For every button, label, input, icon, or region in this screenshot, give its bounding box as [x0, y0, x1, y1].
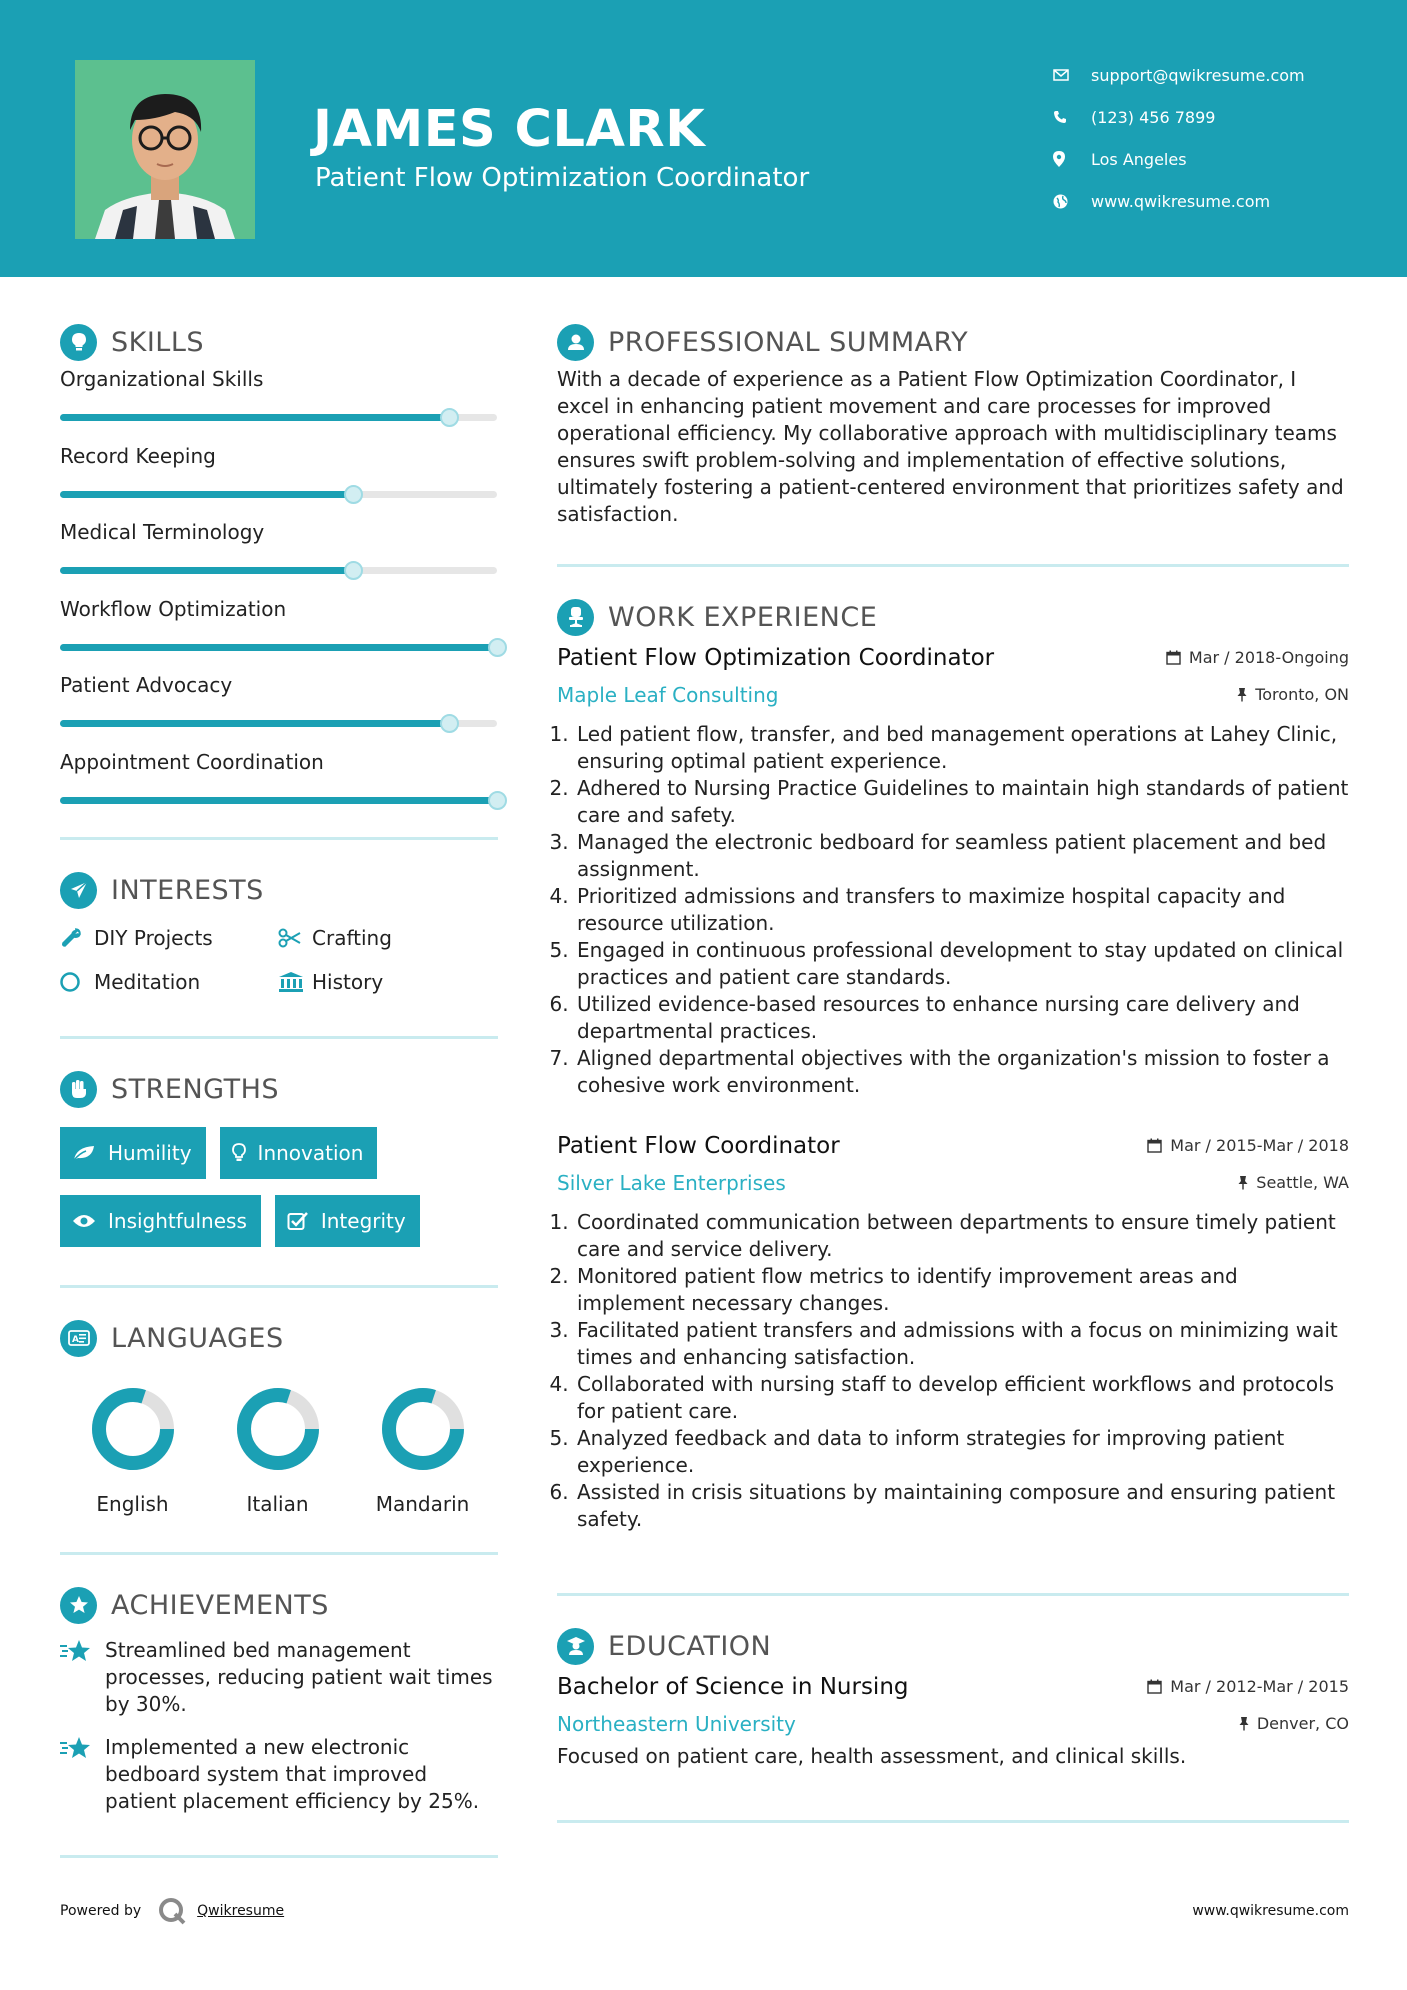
contact-info	[1053, 54, 1305, 222]
skill-label: Patient Advocacy	[60, 673, 233, 697]
duty-item: 4. Prioritized admissions and transfers to maximize hospital capacity and resource utilization.	[575, 883, 1349, 937]
languages-section	[60, 1318, 498, 1516]
skill-bar-fill	[60, 644, 497, 651]
languages-list	[60, 1384, 498, 1516]
job-location	[1238, 1173, 1349, 1192]
duty-item: 2. Monitored patient flow metrics to identify improvement areas and implement necessary changes.	[575, 1263, 1349, 1317]
language-donut	[378, 1384, 468, 1474]
skill-bar-fill	[60, 720, 449, 727]
footer	[60, 1896, 1349, 1926]
skill-item	[60, 670, 498, 747]
language-item	[60, 1384, 205, 1516]
education-head	[557, 1674, 1349, 1700]
pushpin-icon	[1237, 687, 1247, 702]
svg-text:A: A	[71, 1335, 79, 1345]
job-entry	[557, 1133, 1349, 1533]
right-column	[557, 322, 1349, 1823]
duty-item: 6. Assisted in crisis situations by maintaining composure and ensuring patient safety.	[575, 1479, 1349, 1533]
contact-location	[1053, 138, 1305, 180]
wrench-icon	[60, 927, 94, 949]
skill-bar-fill	[60, 491, 353, 498]
interest-item	[60, 968, 278, 996]
duties-list	[557, 721, 1349, 1099]
job-subhead	[557, 683, 1349, 707]
strength-label: Insightfulness	[108, 1209, 247, 1233]
skill-item	[60, 364, 498, 441]
calendar-icon	[1147, 1679, 1162, 1694]
language-item	[205, 1384, 350, 1516]
skill-bar-fill	[60, 567, 353, 574]
star-badge-icon	[60, 1587, 97, 1624]
museum-icon	[278, 971, 312, 993]
paper-plane-icon	[60, 872, 97, 909]
language-label: Italian	[246, 1492, 309, 1516]
experience-section	[557, 597, 1349, 1533]
powered-by-text: Powered by	[60, 1903, 142, 1919]
skills-section	[60, 322, 498, 823]
strengths-header	[60, 1069, 498, 1109]
skill-label: Organizational Skills	[60, 367, 264, 391]
candidate-name: JAMES CLARK	[313, 100, 706, 159]
strengths-list	[60, 1127, 498, 1247]
section-divider	[557, 564, 1349, 567]
footer-website[interactable]: www.qwikresume.com	[1192, 1903, 1349, 1919]
eye-icon	[72, 1213, 96, 1229]
duties-list	[557, 1209, 1349, 1533]
skills-title: SKILLS	[111, 326, 205, 358]
contact-website[interactable]	[1053, 180, 1305, 222]
user-icon	[557, 324, 594, 361]
section-divider	[60, 1855, 498, 1858]
skill-bar-knob	[440, 714, 459, 733]
skill-label: Workflow Optimization	[60, 596, 287, 621]
skills-header	[60, 322, 498, 362]
website-text: www.qwikresume.com	[1091, 191, 1271, 211]
interest-label: History	[312, 970, 384, 994]
duty-item: 1. Led patient flow, transfer, and bed management operations at Lahey Clinic, ensuring optimal patient experience.	[575, 721, 1349, 775]
languages-header	[60, 1318, 498, 1358]
job-location	[1237, 685, 1349, 704]
skill-bar-track	[60, 797, 497, 804]
interest-item	[278, 968, 496, 996]
skills-list	[60, 364, 498, 823]
duty-item: 7. Aligned departmental objectives with the organization's mission to foster a cohesive work environment.	[575, 1045, 1349, 1099]
education-title: EDUCATION	[608, 1630, 772, 1662]
strength-tag	[275, 1195, 420, 1247]
section-divider	[60, 1285, 498, 1288]
summary-section	[557, 322, 1349, 528]
office-chair-icon	[557, 599, 594, 636]
skill-bar-knob	[488, 791, 507, 810]
job-head	[557, 645, 1349, 671]
profile-photo	[75, 60, 255, 239]
section-divider	[60, 1036, 498, 1039]
skill-item	[60, 441, 498, 518]
powered-by	[60, 1896, 284, 1926]
language-donut	[88, 1384, 178, 1474]
skill-bar-fill	[60, 414, 449, 421]
pushpin-icon	[1239, 1716, 1249, 1731]
education-location	[1239, 1714, 1349, 1733]
skill-bar-knob	[488, 638, 507, 657]
achievement-text: Implemented a new electronic bedboard system that improved patient placement efficiency by 25%.	[105, 1735, 480, 1813]
achievement-item	[60, 1734, 498, 1815]
interests-section	[60, 870, 498, 996]
dates-text: Mar / 2012-Mar / 2015	[1170, 1677, 1349, 1696]
duty-item: 3. Managed the electronic bedboard for seamless patient placement and bed assignment.	[575, 829, 1349, 883]
map-pin-icon	[1053, 151, 1091, 167]
job-title: Patient Flow Coordinator	[557, 1133, 840, 1159]
education-description: Focused on patient care, health assessment, and clinical skills.	[557, 1744, 1187, 1768]
education-dates	[1147, 1677, 1349, 1696]
job-title: Patient Flow Optimization Coordinator	[557, 645, 995, 671]
company-name: Silver Lake Enterprises	[557, 1171, 786, 1195]
achievement-text: Streamlined bed management processes, reducing patient wait times by 30%.	[105, 1638, 493, 1716]
strength-label: Innovation	[257, 1141, 364, 1165]
envelope-icon	[1053, 68, 1091, 82]
interests-title: INTERESTS	[111, 874, 264, 906]
degree-title: Bachelor of Science in Nursing	[557, 1674, 909, 1700]
language-donut	[233, 1384, 323, 1474]
skill-bar-knob	[440, 408, 459, 427]
skill-item	[60, 594, 498, 671]
resume-header	[0, 0, 1407, 277]
skill-bar-track	[60, 414, 497, 421]
phone-icon	[1053, 110, 1091, 124]
pushpin-icon	[1238, 1175, 1248, 1190]
check-square-icon	[287, 1211, 309, 1231]
section-divider	[557, 1593, 1349, 1596]
interest-label: Meditation	[94, 970, 201, 994]
interest-item	[278, 924, 496, 952]
summary-text: With a decade of experience as a Patient Flow Optimization Coordinator, I excel in enhancing patient movement and care processes for improved operational efficiency. My collaborative approach with multidisciplinary teams ensures swift problem-solving and implementation of effective solutions, ultimately fostering a patient-centered environment that prioritizes safety and satisfaction.	[557, 367, 1344, 526]
skill-label: Medical Terminology	[60, 520, 265, 544]
location-text: Denver, CO	[1256, 1714, 1349, 1733]
qwikresume-logo-icon	[157, 1896, 187, 1926]
job-head	[557, 1133, 1349, 1159]
interests-header	[60, 870, 498, 910]
duty-item: 5. Engaged in continuous professional development to stay updated on clinical practices and patient care standards.	[575, 937, 1349, 991]
skill-bar-knob	[344, 485, 363, 504]
star-icon	[60, 1734, 105, 1815]
location-text: Toronto, ON	[1255, 685, 1349, 704]
contact-email[interactable]	[1053, 54, 1305, 96]
skill-bar-fill	[60, 797, 497, 804]
interest-label: Crafting	[312, 926, 392, 950]
left-column	[60, 322, 498, 1858]
education-subhead	[557, 1712, 1349, 1736]
brand-link[interactable]: Qwikresume	[197, 1903, 285, 1919]
achievements-title: ACHIEVEMENTS	[111, 1589, 329, 1621]
scissors-icon	[278, 928, 312, 948]
language-label: English	[96, 1492, 169, 1516]
graduate-icon	[557, 1628, 594, 1665]
achievement-item	[60, 1637, 498, 1718]
job-entry	[557, 645, 1349, 1099]
section-divider	[60, 1552, 498, 1555]
duty-item: 3. Facilitated patient transfers and admissions with a focus on minimizing wait times and enhancing satisfaction.	[575, 1317, 1349, 1371]
skill-bar-knob	[344, 561, 363, 580]
duty-item: 6. Utilized evidence-based resources to enhance nursing care delivery and departmental practices.	[575, 991, 1349, 1045]
skill-bar-track	[60, 567, 497, 574]
duty-item: 1. Coordinated communication between departments to ensure timely patient care and service delivery.	[575, 1209, 1349, 1263]
education-section	[557, 1626, 1349, 1768]
star-icon	[60, 1637, 105, 1718]
strength-tag	[60, 1195, 261, 1247]
language-label: Mandarin	[375, 1492, 470, 1516]
job-dates	[1166, 648, 1349, 667]
experience-title: WORK EXPERIENCE	[608, 601, 878, 633]
experience-header	[557, 597, 1349, 637]
leaf-icon	[72, 1144, 96, 1162]
duty-item: 4. Collaborated with nursing staff to develop efficient workflows and protocols for patient care.	[575, 1371, 1349, 1425]
skill-item	[60, 747, 498, 824]
globe-icon	[1053, 194, 1091, 209]
language-item	[350, 1384, 495, 1516]
lightbulb-icon	[232, 1143, 246, 1163]
skill-bar-track	[60, 644, 497, 651]
skill-bar-track	[60, 720, 497, 727]
fist-icon	[60, 1071, 97, 1108]
strength-label: Integrity	[320, 1209, 406, 1233]
skill-item	[60, 517, 498, 594]
languages-title: LANGUAGES	[111, 1322, 284, 1354]
dates-text: Mar / 2015-Mar / 2018	[1170, 1136, 1349, 1155]
section-divider	[60, 837, 498, 840]
location-text: Los Angeles	[1091, 149, 1187, 169]
strengths-title: STRENGTHS	[111, 1073, 280, 1105]
lightbulb-icon	[60, 324, 97, 361]
education-header	[557, 1626, 1349, 1666]
strength-tag	[220, 1127, 378, 1179]
calendar-icon	[1166, 650, 1181, 665]
education-entry	[557, 1674, 1349, 1768]
skill-label: Appointment Coordination	[60, 749, 324, 774]
skill-label: Record Keeping	[60, 443, 216, 468]
email-text: support@qwikresume.com	[1091, 65, 1305, 85]
achievements-header	[60, 1585, 498, 1625]
dates-text: Mar / 2018-Ongoing	[1188, 648, 1349, 667]
strengths-section	[60, 1069, 498, 1247]
interest-label: DIY Projects	[94, 926, 213, 950]
location-text: Seattle, WA	[1256, 1173, 1349, 1192]
summary-title: PROFESSIONAL SUMMARY	[608, 326, 969, 358]
school-name: Northeastern University	[557, 1712, 796, 1736]
strength-label: Humility	[108, 1141, 192, 1165]
achievements-list	[60, 1637, 498, 1815]
summary-header	[557, 322, 1349, 362]
interest-item	[60, 924, 278, 952]
section-divider	[557, 1820, 1349, 1823]
jobs-list	[557, 645, 1349, 1533]
strength-tag	[60, 1127, 206, 1179]
company-name: Maple Leaf Consulting	[557, 683, 779, 707]
job-subhead	[557, 1171, 1349, 1195]
translate-icon	[60, 1320, 97, 1357]
duty-item: 5. Analyzed feedback and data to inform strategies for improving patient experience.	[575, 1425, 1349, 1479]
person-portrait-icon	[75, 60, 255, 239]
phone-text: (123) 456 7899	[1091, 107, 1216, 127]
circle-icon	[60, 971, 94, 993]
job-dates	[1147, 1136, 1349, 1155]
achievements-section	[60, 1585, 498, 1815]
skill-bar-track	[60, 491, 497, 498]
candidate-title: Patient Flow Optimization Coordinator	[315, 163, 810, 193]
contact-phone[interactable]	[1053, 96, 1305, 138]
duty-item: 2. Adhered to Nursing Practice Guidelines to maintain high standards of patient care and safety.	[575, 775, 1349, 829]
calendar-icon	[1147, 1138, 1162, 1153]
interests-list	[60, 924, 498, 996]
